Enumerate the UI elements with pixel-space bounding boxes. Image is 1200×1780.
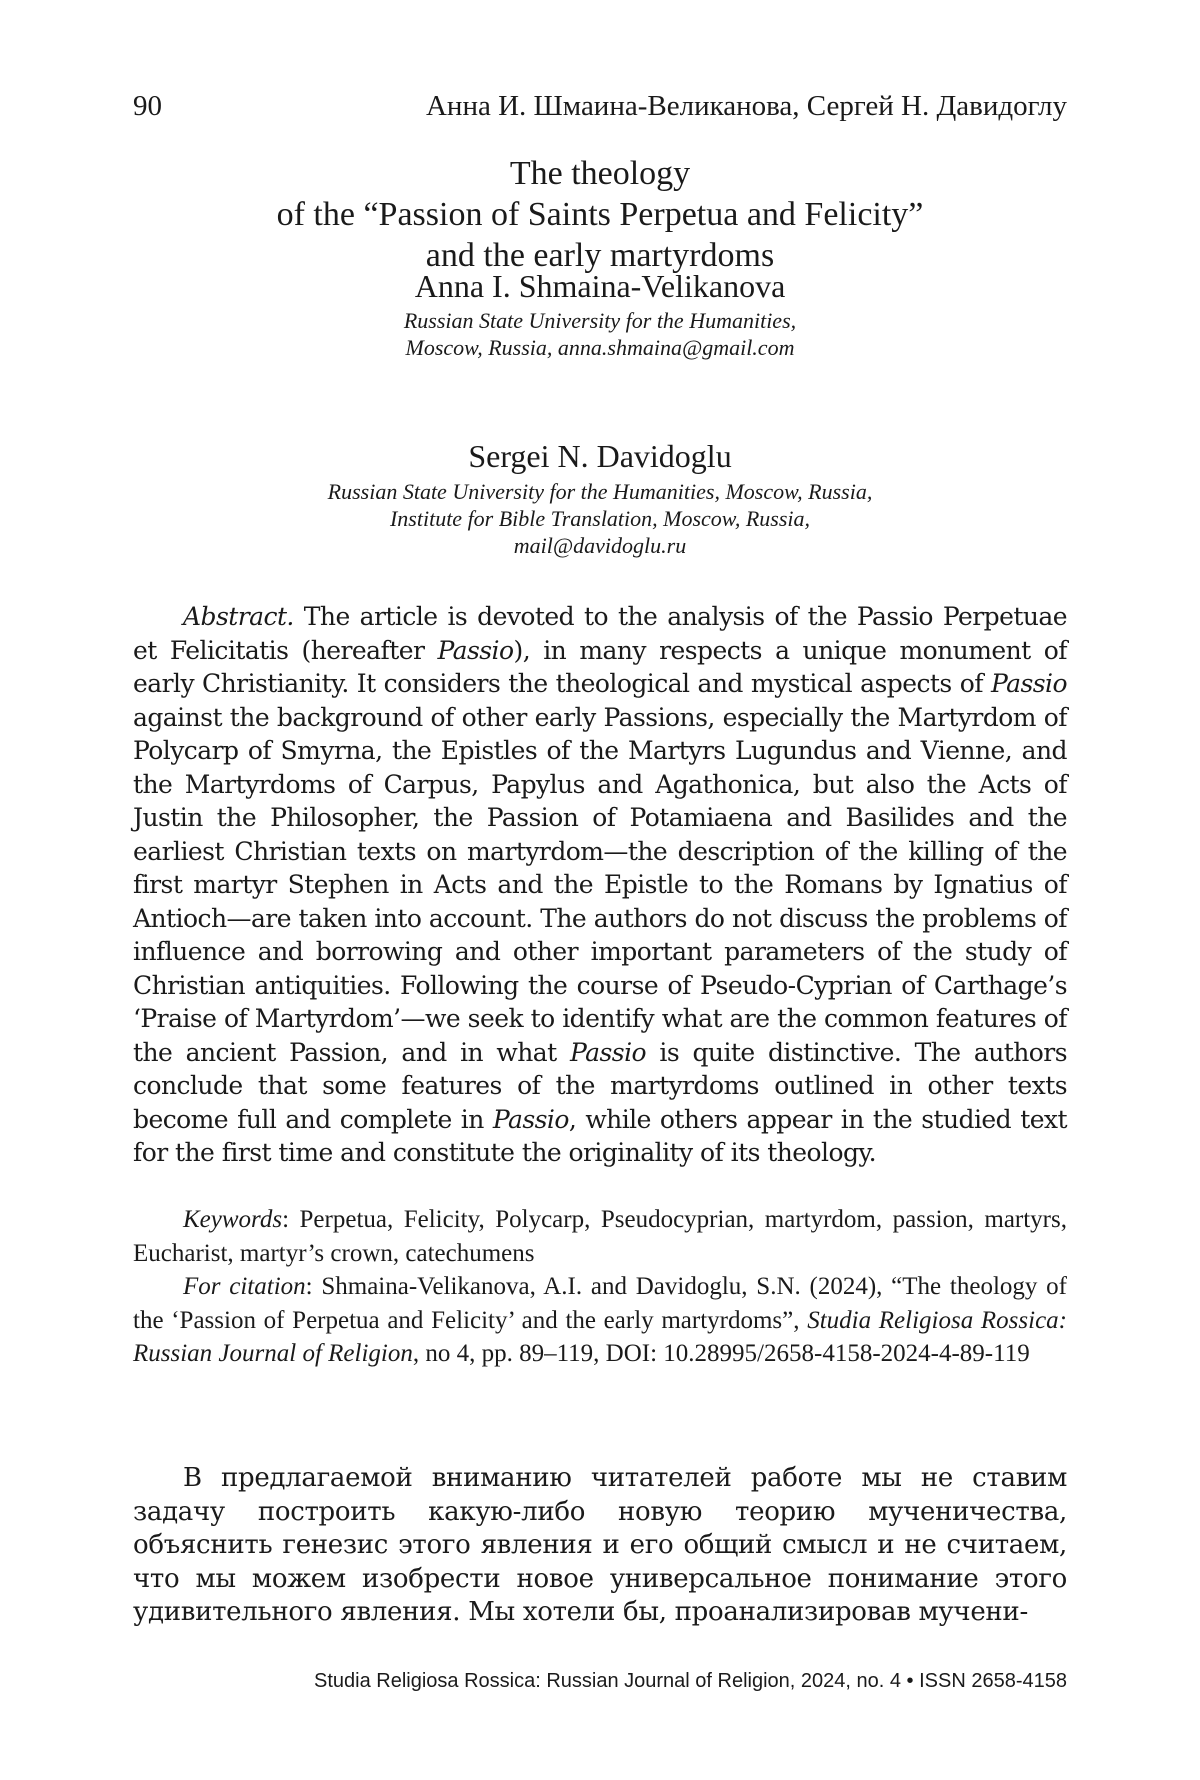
abstract-paragraph xyxy=(133,600,1067,1170)
title-line-3: and the early martyrdoms xyxy=(425,237,775,274)
abstract-passio: Passio xyxy=(570,1037,647,1067)
keywords-label: Keywords xyxy=(183,1206,283,1233)
title-line-2: of the “Passion of Saints Perpetua and Felicity” xyxy=(276,196,924,233)
body-paragraph: В предлагаемой вниманию читателей работе мы не ставим задачу построить какую-либо новую теорию мученичества, объяснить генезис этого явления и его общий смысл и не считаем, что мы можем изобрести новое универсальное понимание этого удивительного явления. Мы хотели бы, проанализировав мучени- xyxy=(133,1463,1067,1627)
citation xyxy=(133,1270,1067,1371)
abstract-text: ), in many respects a unique monument of early Christianity. It considers the theological and mystical aspects of xyxy=(133,635,1067,698)
author-affiliation-1 xyxy=(133,307,1067,361)
abstract-text: against the background of other early Passions, especially the Martyrdom of Polycarp of Smyrna, the Epistles of the Martyrs Lugundus and Vienne, and the Martyrdoms of Carpus, Papylus and Agathonica, but also the Acts of Justin the Philosopher, the Passion of Potamiaena and Basilides and the earliest Christian texts on martyrdom—the description of the killing of the first martyr Stephen in Acts and the Epistle to the Romans by Ignatius of Antioch—are taken into account. The authors do not discuss the problems of influence and borrowing and other important parameters of the study of Christian antiquities. Following the course of Pseudo-Cyprian of Carthage’s ‘Praise of Martyrdom’—we seek to identify what are the common features of the ancient Passion, and in what xyxy=(133,702,1067,1067)
page-number: 90 xyxy=(133,90,162,122)
journal-footer: Studia Religiosa Rossica: Russian Journal of Religion, 2024, no. 4 • ISSN 2658-4158 xyxy=(314,1670,1067,1692)
affiliation-line: Moscow, Russia, anna.shmaina@gmail.com xyxy=(405,335,795,360)
abstract-text: , while others appear in the studied text for the first time and constitute the originality of its theology. xyxy=(133,1104,1067,1167)
affiliation-line: Institute for Bible Translation, Moscow, Russia, xyxy=(389,506,811,531)
abstract-passio: Passio xyxy=(990,669,1067,698)
running-head xyxy=(133,88,1067,124)
affiliation-line: Russian State University for the Humanities, Moscow, Russia, xyxy=(327,479,873,504)
keywords-text: : Perpetua, Felicity, Polycarp, Pseudocyprian, martyrdom, passion, martyrs, Eucharist, martyr’s crown, catechumens xyxy=(133,1206,1067,1267)
affiliation-line: mail@davidoglu.ru xyxy=(513,533,687,558)
author-affiliation-2 xyxy=(133,478,1067,559)
citation-text: , no 4, pp. 89–119, DOI: 10.28995/2658-4158-2024-4-89-119 xyxy=(412,1340,1030,1367)
author-name-1: Anna I. Shmaina-Velikanova xyxy=(414,268,786,304)
abstract xyxy=(133,600,1067,1170)
article-title xyxy=(133,153,1067,276)
keywords-paragraph xyxy=(133,1203,1067,1270)
abstract-text: The article is devoted to the analysis of the Passio Perpetuae et Felicitatis (hereafter xyxy=(133,602,1067,665)
author-name-2: Sergei N. Davidoglu xyxy=(468,438,732,474)
abstract-text: is quite distinctive. The authors conclude that some features of the martyrdoms outlined in other texts become full and complete in xyxy=(133,1037,1067,1134)
affiliation-line: Russian State University for the Humanities, xyxy=(403,308,797,333)
citation-text: : Shmaina-Velikanova, A.I. and Davidoglu, S.N. (2024), “The theology of the ‘Passion of Perpetua and Felicity’ and the early martyrdoms”, xyxy=(133,1273,1067,1334)
abstract-passio: Passio xyxy=(437,635,514,665)
citation-label: For citation xyxy=(183,1273,306,1300)
abstract-label: Abstract. xyxy=(183,602,294,631)
abstract-passio: Passio xyxy=(492,1104,569,1134)
title-line-1: The theology xyxy=(509,155,691,192)
running-head-authors: Анна И. Шмаина-Великанова, Сергей Н. Давидоглу xyxy=(425,90,1067,122)
body-text xyxy=(133,1462,1067,1630)
citation-paragraph xyxy=(133,1270,1067,1371)
citation-journal: Studia Religiosa Rossica: Russian Journal of Religion xyxy=(133,1306,1068,1367)
keywords xyxy=(133,1203,1067,1270)
